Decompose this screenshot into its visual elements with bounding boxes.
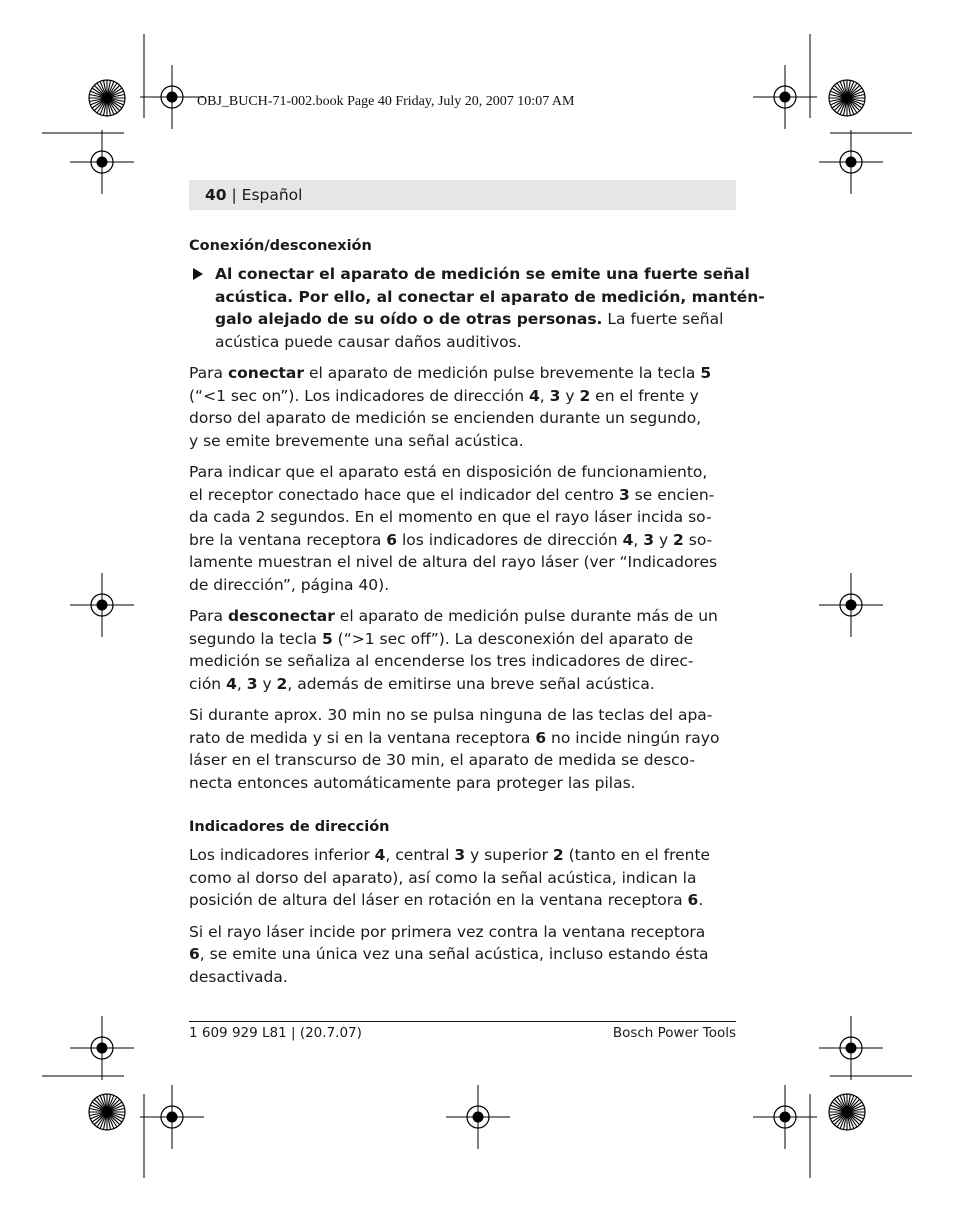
header-language: Español — [241, 186, 303, 204]
paragraph-first-hit: Si el rayo láser incide por primera vez contra la ventana receptora 6, se emite una única vez una señal acústica, incluso estando ésta desactivada. — [189, 922, 709, 986]
warning-line: Al conectar el aparato de medición se emite una fuerte señal — [215, 265, 750, 283]
footer-rule — [189, 1021, 736, 1022]
paragraph-indicators: Los indicadores inferior 4, central 3 y superior 2 (tanto en el frente como al dorso del aparato), así como la señal acústica, indican la posición de altura del láser en rotación en la ventana receptora 6. — [189, 846, 711, 909]
print-slug: OBJ_BUCH-71-002.book Page 40 Friday, July 20, 2007 10:07 AM — [197, 94, 575, 109]
warning-line: acústica puede causar daños auditivos. — [215, 332, 522, 351]
page-header-bar — [189, 180, 736, 210]
header-separator: | — [226, 186, 242, 204]
paragraph-ready-state: Para indicar que el aparato está en disposición de funcionamiento, el receptor conectado hace que el indicador del centro 3 se encien- da cada 2 segundos. En el momento en que el rayo láser incida so- bre la ventana receptora 6 los indicadores de dirección 4, 3 y 2 so- lamente muestran el nivel de altura del rayo láser (ver “Indicadores de dirección”, página 40). — [189, 463, 718, 594]
bullet-triangle-icon — [193, 268, 203, 280]
section-title-indicators: Indicadores de dirección — [189, 819, 390, 835]
page-header — [205, 185, 302, 205]
warning-line: acústica. Por ello, al conectar el aparato de medición, mantén- — [215, 287, 765, 306]
warning-line-normal: La fuerte señal — [602, 310, 724, 328]
paragraph-switch-off: Para desconectar el aparato de medición pulse durante más de un segundo la tecla 5 (“>1 sec off”). La desconexión del aparato de medición se señaliza al encenderse los tres indicadores de direc- ción 4, 3 y 2, además de emitirse una breve señal acústica. — [189, 607, 718, 693]
section-title-onoff: Conexión/desconexión — [189, 238, 372, 254]
safety-warning — [189, 263, 765, 353]
paragraph-switch-on: Para conectar el aparato de medición pulse brevemente la tecla 5 (“<1 sec on”). Los indicadores de dirección 4, 3 y 2 en el frente y dorso del aparato de medición se encienden durante un segundo, y se emite brevemente una señal acústica. — [189, 364, 712, 450]
page-number: 40 — [205, 186, 227, 204]
footer-brand: Bosch Power Tools — [612, 1025, 736, 1041]
paragraph-auto-off: Si durante aprox. 30 min no se pulsa ninguna de las teclas del apa- rato de medida y si en la ventana receptora 6 no incide ningún rayo láser en el transcurso de 30 min, el aparato de medida se desco- necta entonces automáticamente para proteger las pilas. — [189, 706, 720, 792]
footer-doc-number: 1 609 929 L81 | (20.7.07) — [189, 1025, 362, 1041]
page-body — [189, 236, 765, 997]
warning-line: galo alejado de su oído o de otras personas. — [215, 310, 603, 328]
